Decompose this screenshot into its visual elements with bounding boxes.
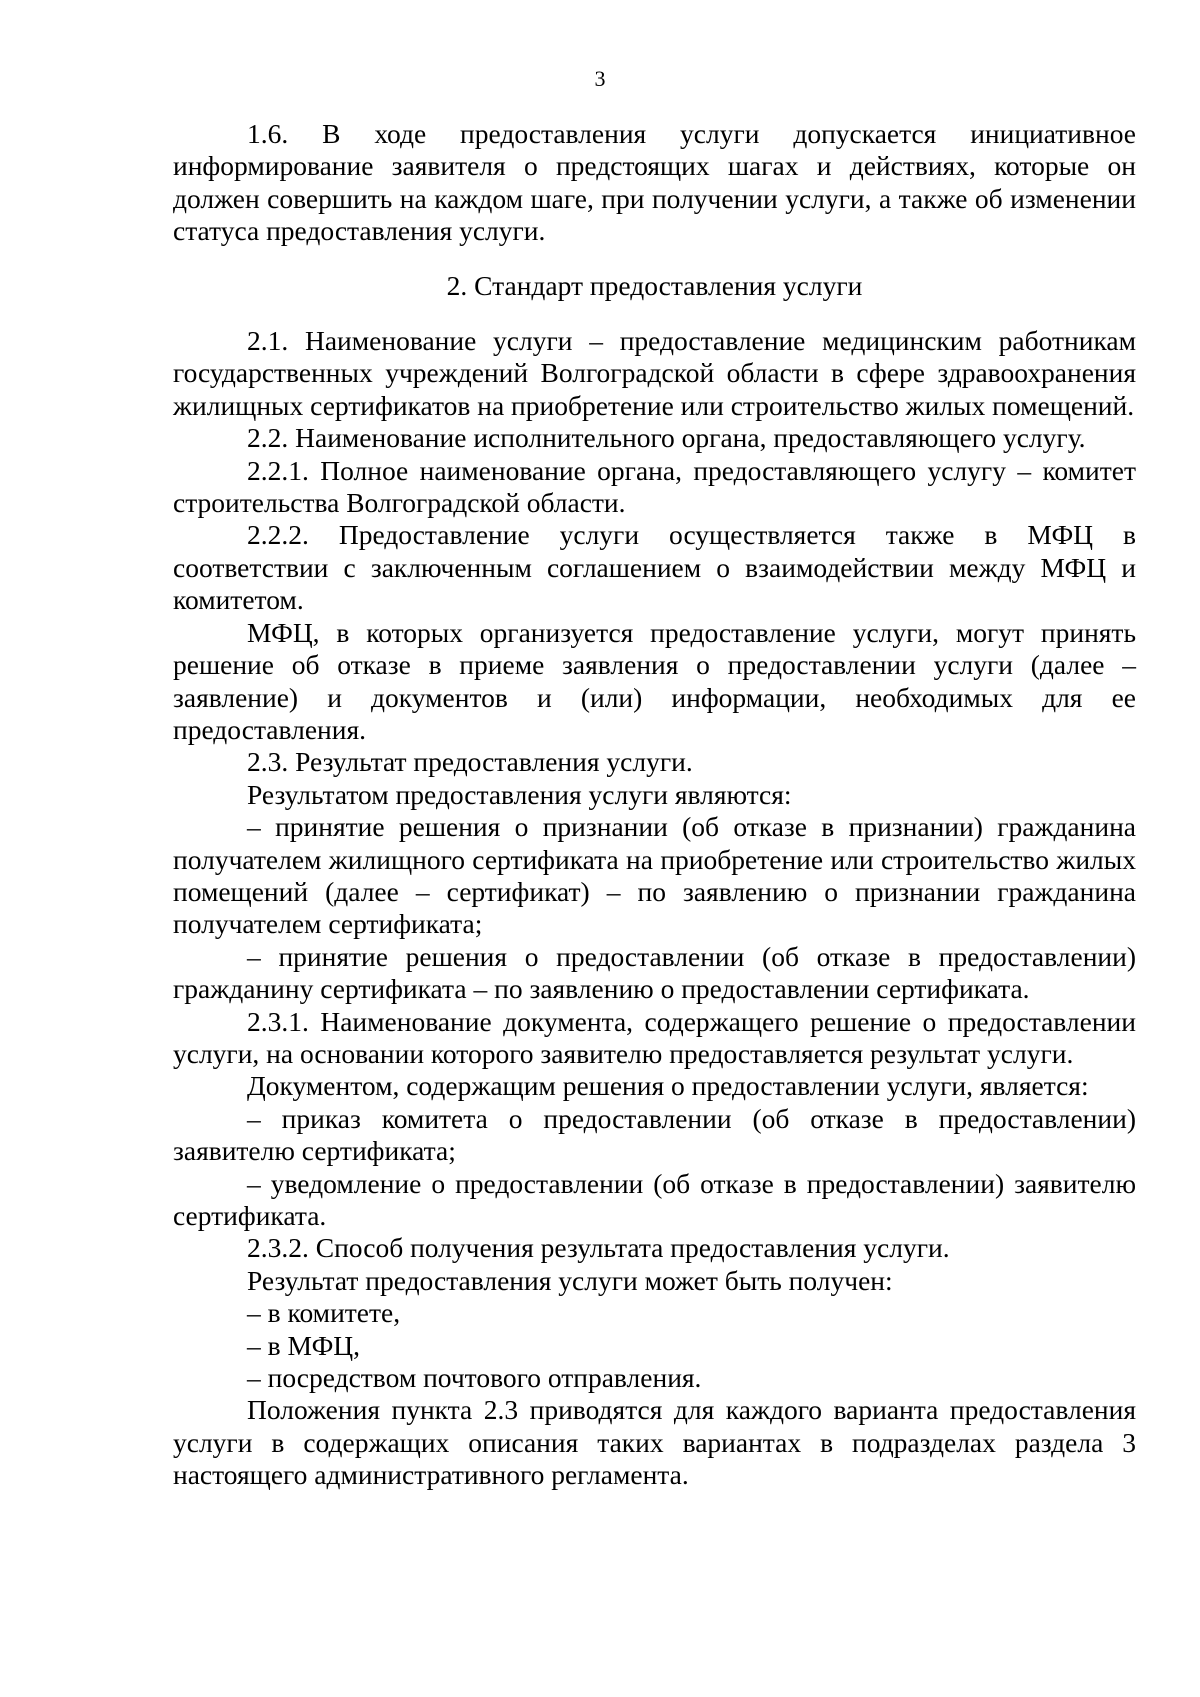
- paragraph-2-2-2: 2.2.2. Предоставление услуги осуществляется также в МФЦ в соответствии с заключенным соглашением о взаимодействии между МФЦ и комитетом.: [173, 519, 1136, 616]
- paragraph-method-intro: Результат предоставления услуги может быть получен:: [247, 1264, 893, 1296]
- paragraph-document-intro: Документом, содержащим решения о предоставлении услуги, является:: [247, 1070, 1089, 1102]
- paragraph-final: Положения пункта 2.3 приводятся для каждого варианта предоставления услуги в содержащих описания таких вариантах в подразделах раздела 3 настоящего административного регламента.: [173, 1394, 1136, 1491]
- document-body: [173, 118, 1136, 1492]
- paragraph-2-3-1: 2.3.1. Наименование документа, содержащего решение о предоставлении услуги, на основании которого заявителю предоставляется результат услуги.: [173, 1005, 1136, 1069]
- paragraph-2-2-1: 2.2.1. Полное наименование органа, предоставляющего услугу – комитет строительства Волгоградской области.: [173, 454, 1136, 519]
- paragraph-2-1: 2.1. Наименование услуги – предоставление медицинским работникам государственных учреждений Волгоградской области в сфере здравоохранения жилищных сертификатов на приобретение или строительство жилых помещений.: [173, 325, 1136, 421]
- paragraph-method-3: – посредством почтового отправления.: [247, 1362, 702, 1394]
- paragraph-2-3: 2.3. Результат предоставления услуги.: [247, 746, 693, 778]
- paragraph-document-2: – уведомление о предоставлении (об отказе в предоставлении) заявителю сертификата.: [173, 1167, 1136, 1231]
- paragraph-mfc: МФЦ, в которых организуется предоставление услуги, могут принять решение об отказе в приеме заявления о предоставлении услуги (далее – заявление) и документов и (или) информации, необходимых для ее предоставления.: [173, 616, 1136, 745]
- paragraph-2-2: 2.2. Наименование исполнительного органа, предоставляющего услугу.: [247, 422, 1086, 454]
- paragraph-2-3-2: 2.3.2. Способ получения результата предоставления услуги.: [247, 1232, 950, 1264]
- paragraph-result-2: – принятие решения о предоставлении (об отказе в предоставлении) гражданину сертификата – по заявлению о предоставлении сертификата.: [173, 940, 1136, 1005]
- paragraph-1-6: 1.6. В ходе предоставления услуги допускается инициативное информирование заявителя о предстоящих шагах и действиях, которые он должен совершить на каждом шаге, при получении услуги, а также об изменении статуса предоставления услуги.: [173, 118, 1136, 247]
- section-heading-2: 2. Стандарт предоставления услуги: [446, 269, 863, 301]
- paragraph-method-1: – в комитете,: [247, 1297, 401, 1329]
- page-number: 3: [594, 66, 606, 91]
- paragraph-method-2: – в МФЦ,: [247, 1329, 361, 1361]
- paragraph-result-1: – принятие решения о признании (об отказе в признании) гражданина получателем жилищного сертификата на приобретение или строительство жилых помещений (далее – сертификат) – по заявлению о признании гражданина получателем сертификата;: [173, 811, 1136, 940]
- paragraph-results-intro: Результатом предоставления услуги являются:: [247, 778, 792, 810]
- paragraph-document-1: – приказ комитета о предоставлении (об отказе в предоставлении) заявителю сертификата;: [173, 1102, 1136, 1167]
